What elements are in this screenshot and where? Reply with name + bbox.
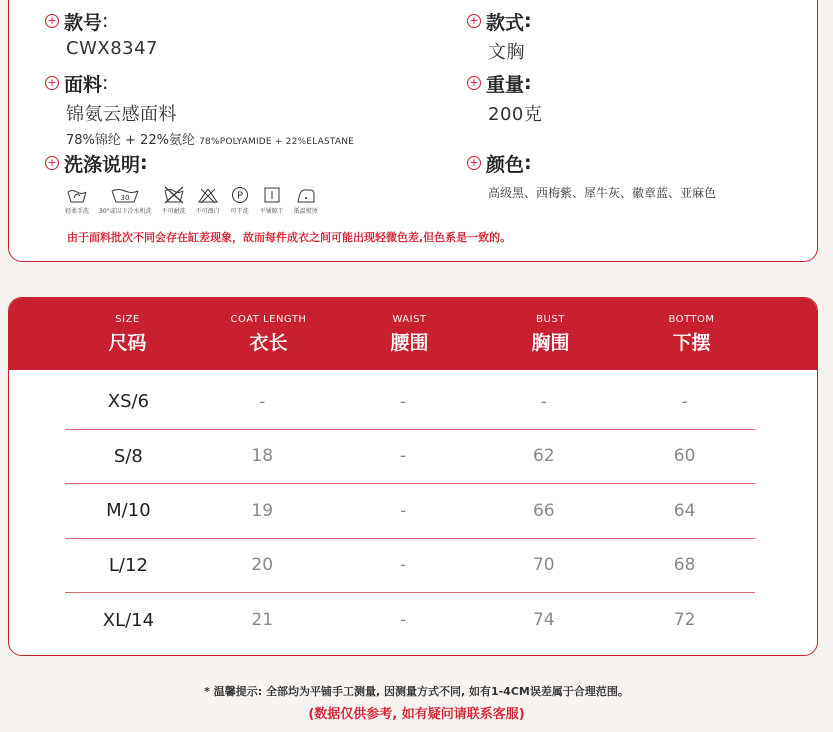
header-en: BOTTOM <box>668 313 715 325</box>
care-label: 平铺晾干 <box>259 208 284 215</box>
care-label: 轻柔手洗 <box>65 208 90 215</box>
plus-circle-icon: + <box>45 156 59 170</box>
color-value: 高级黑、西梅紫、犀牛灰、徽章蓝、亚麻色 <box>488 186 717 200</box>
color-field <box>467 150 716 201</box>
table-row <box>65 430 755 485</box>
hand-wash-icon <box>66 182 88 204</box>
style-no-value: CWX8347 <box>66 38 159 59</box>
care-label: 不可漂白 <box>195 208 220 215</box>
table-row <box>65 375 755 430</box>
measurement-tip: * 温馨提示: 全部均为平铺手工测量, 因测量方式不同, 如有1-4CM误差属于合理范围。 <box>204 685 629 698</box>
color-difference-notice: 由于面料批次不同会存在缸差现象，故而每件成衣之间可能出现轻微色差,但色系是一致的。 <box>67 231 512 244</box>
care-label: 低温熨烫 <box>293 208 318 215</box>
plus-circle-icon: + <box>45 14 59 28</box>
plus-circle-icon: + <box>45 76 59 90</box>
fabric-value: 锦氨云感面料 <box>66 104 177 125</box>
fabric-colon: : <box>102 72 109 94</box>
fabric-composition-en: 78%POLYAMIDE + 22%ELASTANE <box>199 137 355 147</box>
cell-waist: - <box>399 500 407 521</box>
no-bleach-icon <box>197 182 219 204</box>
header-zh: 胸围 <box>531 331 570 354</box>
fabric-composition <box>66 129 354 148</box>
flat-dry-icon <box>262 182 282 204</box>
fabric-label: 面料 <box>64 73 103 96</box>
cell-bust: 66 <box>532 500 555 521</box>
no-tumble-dry-icon <box>162 182 186 204</box>
cell-size: XS/6 <box>107 391 150 413</box>
cell-coat-length: - <box>259 391 266 412</box>
style-no-field <box>45 8 158 59</box>
cell-size: XL/14 <box>102 609 155 631</box>
cell-waist: - <box>399 391 407 412</box>
wash-colon: : <box>140 152 148 174</box>
header-zh: 衣长 <box>249 331 288 354</box>
fabric-composition-zh: 78%锦纶 + 22%氨纶 <box>66 133 195 148</box>
header-waist <box>339 298 480 370</box>
cell-bottom: 64 <box>673 500 696 521</box>
cell-coat-length: 20 <box>251 555 274 576</box>
header-zh: 下摆 <box>672 331 711 354</box>
header-en: SIZE <box>115 313 140 325</box>
header-bottom <box>621 298 762 370</box>
weight-colon: : <box>524 72 532 94</box>
cell-bust: 70 <box>532 555 555 576</box>
care-item-no-tumble <box>162 182 186 215</box>
header-en: BUST <box>536 313 565 325</box>
weight-label: 重量 <box>486 73 525 96</box>
cell-size: M/10 <box>106 500 151 522</box>
care-item-dry-clean <box>230 182 250 215</box>
cell-bottom: 72 <box>673 610 696 631</box>
color-label: 颜色 <box>486 153 525 176</box>
style-type-field <box>467 8 532 64</box>
color-colon: : <box>524 152 532 174</box>
product-info-card <box>8 0 818 262</box>
care-label: 30°或以下冷水机洗 <box>99 208 152 215</box>
header-en: COAT LENGTH <box>230 313 307 325</box>
cell-coat-length: 19 <box>251 500 274 521</box>
table-row <box>65 539 755 594</box>
reference-note: (数据仅供参考, 如有疑问请联系客服) <box>308 707 525 722</box>
cell-bottom: 68 <box>673 555 696 576</box>
cell-waist: - <box>399 446 407 467</box>
size-chart-header <box>9 298 817 370</box>
care-instructions <box>65 182 328 215</box>
cell-bottom: 60 <box>673 446 696 467</box>
cell-bust: - <box>540 391 547 412</box>
wash-field <box>45 150 148 176</box>
size-rows <box>65 375 755 648</box>
iron-low-icon <box>295 182 317 204</box>
weight-field <box>467 70 542 126</box>
care-item-machine-wash <box>99 182 152 215</box>
wash-label: 洗涤说明 <box>64 153 141 176</box>
wash-temp: 30 <box>120 194 130 202</box>
cell-bust: 62 <box>532 446 555 467</box>
care-label: 不可耐洗 <box>161 208 186 215</box>
size-chart <box>8 297 818 656</box>
plus-circle-icon: + <box>467 156 481 170</box>
cell-coat-length: 18 <box>251 446 274 467</box>
style-no-colon: : <box>102 10 109 32</box>
machine-wash-30-icon <box>110 182 140 204</box>
header-zh: 尺码 <box>108 331 147 354</box>
cell-coat-length: 21 <box>251 610 274 631</box>
style-no-label: 款号 <box>64 11 103 34</box>
care-item-hand-wash <box>65 182 89 215</box>
care-item-flat-dry <box>260 182 284 215</box>
plus-circle-icon: + <box>467 14 481 28</box>
care-label: 可干洗 <box>230 208 249 215</box>
header-bust <box>480 298 621 370</box>
plus-circle-icon: + <box>467 76 481 90</box>
care-item-iron <box>294 182 318 215</box>
style-type-value: 文胸 <box>488 42 525 63</box>
care-item-no-bleach <box>196 182 220 215</box>
style-type-colon: : <box>524 10 532 32</box>
header-coat-length <box>198 298 339 370</box>
table-row <box>65 484 755 539</box>
table-row <box>65 593 755 648</box>
cell-bottom: - <box>681 391 688 412</box>
cell-bust: 74 <box>532 610 555 631</box>
dry-clean-letter: P <box>236 190 243 202</box>
cell-waist: - <box>399 610 407 631</box>
cell-waist: - <box>399 555 407 576</box>
header-zh: 腰围 <box>390 331 429 354</box>
fabric-field <box>45 70 354 148</box>
header-size <box>57 298 198 370</box>
cell-size: S/8 <box>113 445 143 467</box>
style-type-label: 款式 <box>486 11 525 34</box>
header-en: WAIST <box>392 313 427 325</box>
weight-value: 200克 <box>488 104 543 125</box>
dry-clean-p-icon <box>230 182 250 204</box>
cell-size: L/12 <box>108 554 148 576</box>
